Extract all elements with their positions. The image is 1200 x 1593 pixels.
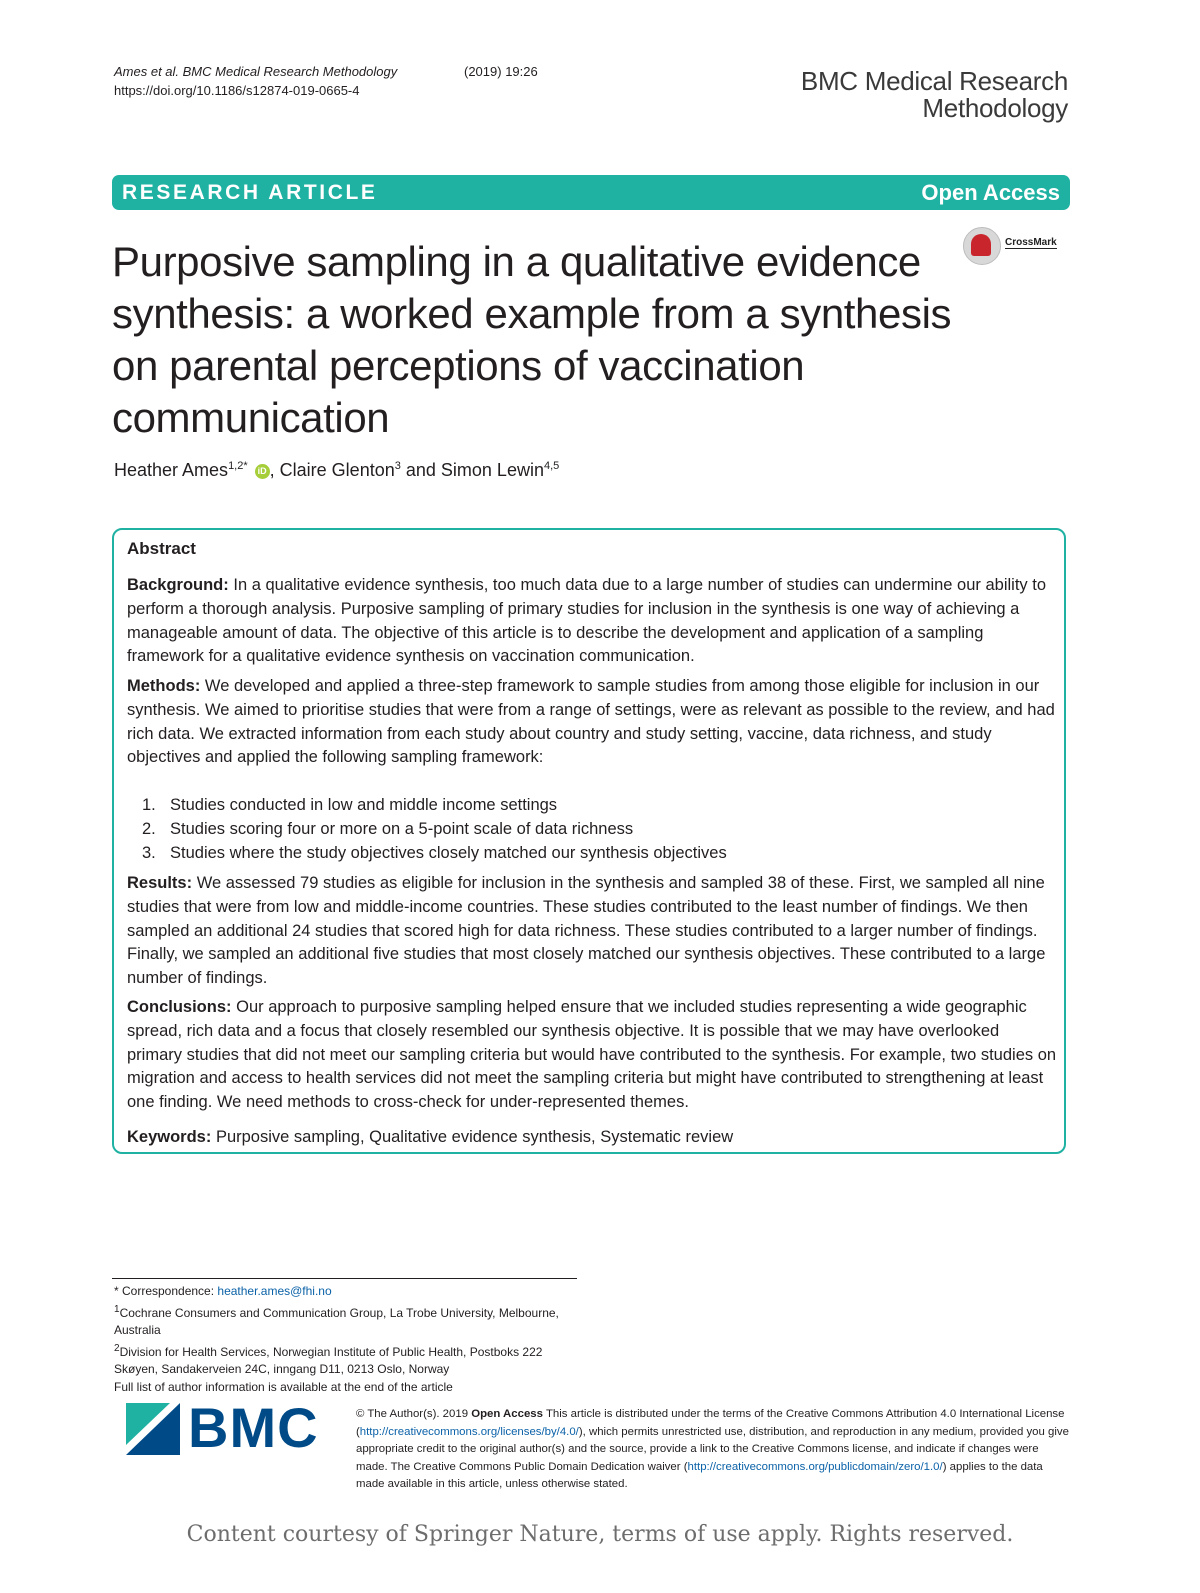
journal-name-line1: BMC Medical Research — [800, 66, 1068, 96]
list-number: 2. — [142, 819, 156, 838]
content-courtesy-note: Content courtesy of Springer Nature, terms of use apply. Rights reserved. — [186, 1522, 1014, 1547]
results-text: We assessed 79 studies as eligible for inclusion in the synthesis and sampled 38 of these. First, we sampled all nine studies that were from low and middle-income countries. These studies contributed to the least number of findings. We then sampled an additional 24 studies that scored high for data richness. These studies contributed to a larger number of findings. Finally, we sampled an additional five studies that most closely matched our synthesis objectives. These contributed to a large number of findings. — [127, 874, 1046, 988]
abstract-heading: Abstract — [127, 539, 196, 558]
license-link-zero[interactable]: http://creativecommons.org/publicdomain/zero/1.0/ — [687, 1460, 943, 1473]
author-name[interactable]: Simon Lewin — [440, 460, 544, 480]
abstract-results — [127, 872, 1057, 991]
list-text: Studies scoring four or more on a 5-point scale of data richness — [170, 819, 634, 838]
correspondence-email[interactable]: heather.ames@fhi.no — [217, 1284, 332, 1298]
open-access-bold: Open Access — [471, 1408, 543, 1420]
keywords-text: Purposive sampling, Qualitative evidence synthesis, Systematic review — [215, 1128, 734, 1146]
author-list — [114, 460, 559, 481]
doi-link[interactable]: https://doi.org/10.1186/s12874-019-0665-4 — [114, 83, 360, 98]
author-separator: and — [400, 460, 441, 480]
results-label: Results: — [127, 874, 193, 892]
abstract-methods — [127, 675, 1057, 770]
author-name[interactable]: Heather Ames — [114, 460, 229, 480]
crossmark-badge[interactable] — [963, 227, 1073, 263]
license-text-3: ) applies to the data made available in this article, unless otherwise stated. — [356, 1460, 1043, 1490]
citation-authors: Ames et al. BMC Medical Research Methodology — [114, 64, 398, 79]
author-affiliation-sup: 1,2* — [228, 460, 248, 472]
affiliation-text: Cochrane Consumers and Communication Group, La Trobe University, Melbourne, Australia — [114, 1305, 559, 1338]
article-type-banner — [112, 175, 1070, 210]
abstract-keywords — [127, 1126, 1057, 1150]
background-text: In a qualitative evidence synthesis, too much data due to a large number of studies can undermine our ability to perform a thorough analysis. Purposive sampling of primary studies for inclusion in the synthesis is one way of achieving a manageable amount of data. The objective of this article is to describe the development and application of a sampling framework for a qualitative evidence synthesis on vaccination communication. — [127, 576, 1047, 666]
license-text-1: This article is distributed under the terms of the Creative Commons Attribution 4.0 International License ( — [356, 1408, 1065, 1438]
list-item — [142, 842, 1042, 866]
list-number: 1. — [142, 796, 156, 814]
author-separator: , — [269, 460, 280, 480]
list-item — [142, 794, 1042, 818]
conclusions-label: Conclusions: — [127, 998, 232, 1016]
bmc-logo — [126, 1396, 336, 1459]
copyright-text: © The Author(s). 2019 — [356, 1408, 469, 1420]
license-link-by[interactable]: http://creativecommons.org/licenses/by/4.0/ — [359, 1425, 579, 1438]
crossmark-label: CrossMark — [1005, 237, 1057, 248]
abstract-conclusions — [127, 996, 1057, 1115]
affiliation-2 — [114, 1340, 584, 1379]
full-author-info-note: Full list of author information is available at the end of the article — [114, 1379, 453, 1394]
conclusions-text: Our approach to purposive sampling helped ensure that we included studies representing a wide geographic spread, rich data and a focus that closely resembled our synthesis objective. It is possible that we may have overlooked primary studies that did not meet our sampling criteria but would have contributed to the synthesis. For example, two studies on migration and access to health services did not meet the sampling criteria but might have contributed to strengthening at least one finding. We need methods to cross-check for under-represented themes. — [127, 998, 1057, 1112]
license-text-2: ), which permits unrestricted use, distribution, and reproduction in any medium, provided you give appropriate credit to the original author(s) and the source, provide a link to the Creative Commons license, and indicate if changes were made. The Creative Commons Public Domain Dedication waiver ( — [356, 1425, 1069, 1473]
methods-text: We developed and applied a three-step framework to sample studies from among those eligible for inclusion in our synthesis. We aimed to prioritise studies that were from a range of settings, were as relevant as possible to the review, and had rich data. We extracted information from each study about country and study setting, vaccine, data richness, and study objectives and applied the following sampling framework: — [127, 677, 1055, 767]
abstract-background — [127, 574, 1057, 669]
abstract-box — [112, 528, 1066, 1154]
orcid-icon[interactable]: iD — [255, 464, 270, 479]
author-name[interactable]: Claire Glenton — [279, 460, 395, 480]
correspondence-line — [114, 1283, 584, 1301]
methods-label: Methods: — [127, 677, 201, 695]
author-affiliation-sup: 3 — [394, 460, 401, 472]
list-item — [142, 818, 1042, 842]
list-text: Studies conducted in low and middle income settings — [170, 796, 558, 814]
footnote-divider — [112, 1278, 577, 1279]
list-text: Studies where the study objectives closely matched our synthesis objectives — [170, 843, 727, 862]
journal-name — [748, 68, 1068, 122]
citation-line — [114, 64, 538, 79]
affiliation-sup: 1 — [114, 1303, 120, 1315]
journal-name-line2: Methodology — [922, 93, 1068, 123]
author-affiliation-sup: 4,5 — [543, 460, 560, 472]
list-number: 3. — [142, 843, 156, 862]
footnotes — [114, 1283, 584, 1397]
open-access-label: Open Access — [921, 180, 1060, 205]
affiliation-text: Division for Health Services, Norwegian Institute of Public Health, Postboks 222 Skøyen, Sandakerveien 24C, inngang D11, 0213 Oslo, Norway — [114, 1344, 543, 1377]
affiliation-sup: 2 — [114, 1342, 120, 1354]
article-title: Purposive sampling in a qualitative evidence synthesis: a worked example from a synthesis on parental perceptions of vaccination communication — [112, 238, 952, 441]
article-type-label: RESEARCH ARTICLE — [122, 181, 378, 204]
bmc-logo-text: BMC — [188, 1396, 319, 1459]
background-label: Background: — [127, 576, 229, 594]
bmc-logo-mark-icon — [126, 1403, 180, 1455]
affiliation-1 — [114, 1301, 584, 1340]
keywords-label: Keywords: — [127, 1128, 212, 1146]
citation-year-volume: (2019) 19:26 — [464, 64, 538, 79]
license-statement — [356, 1406, 1072, 1494]
sampling-framework-list — [142, 794, 1042, 865]
correspondence-label: * Correspondence: — [114, 1284, 215, 1298]
